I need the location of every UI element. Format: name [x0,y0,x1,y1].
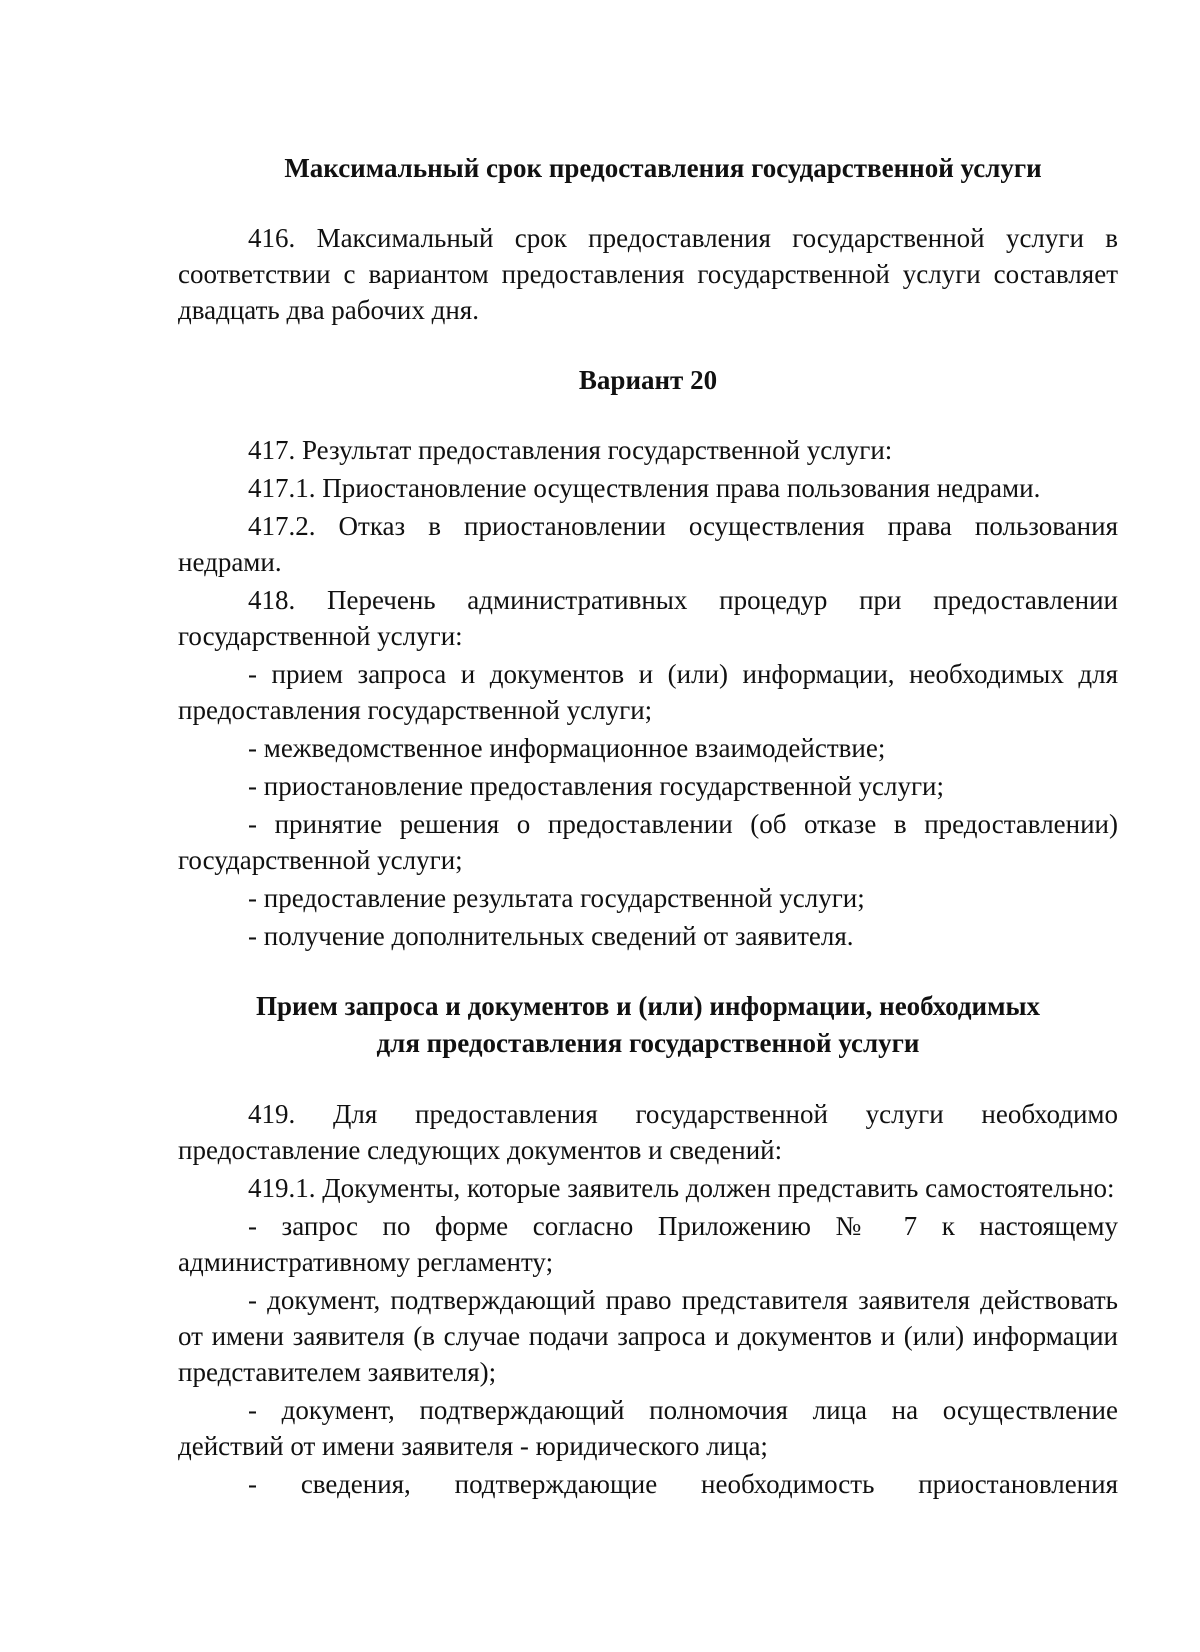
list-item-419-3: - документ, подтверждающий полномочия лица на осуществление действий от имени заявителя - юридического лица; [178,1395,1118,1461]
paragraph-417: 417. Результат предоставления государственной услуги: [248,435,893,465]
list-item-419-4: - сведения, подтверждающие необходимость приостановления [248,1469,1118,1499]
heading-section-line-1: Прием запроса и документов и (или) информации, необходимых [255,991,1041,1021]
list-item-418-1: - прием запроса и документов и (или) информации, необходимых для предоставления государственной услуги; [178,659,1118,725]
paragraph-417-1: 417.1. Приостановление осуществления права пользования недрами. [248,473,1041,503]
list-item-418-2: - межведомственное информационное взаимодействие; [248,733,886,763]
heading-variant: Вариант 20 [578,365,718,395]
list-item-418-6: - получение дополнительных сведений от заявителя. [248,921,854,951]
paragraph-418: 418. Перечень административных процедур при предоставлении государственной услуги: [178,585,1118,651]
heading-max-term: Максимальный срок предоставления государственной услуги [284,153,1042,183]
heading-section [178,988,1118,1062]
list-item-419-2: - документ, подтверждающий право представителя заявителя действовать от имени заявителя (в случае подачи запроса и документов и (или) информации представителем заявителя); [178,1285,1118,1387]
paragraph-416: 416. Максимальный срок предоставления государственной услуги в соответствии с вариантом предоставления государственной услуги составляет двадцать два рабочих дня. [178,223,1118,325]
paragraph-417-2: 417.2. Отказ в приостановлении осуществления права пользования недрами. [178,511,1118,577]
paragraph-419: 419. Для предоставления государственной услуги необходимо предоставление следующих документов и сведений: [178,1099,1118,1165]
list-item-418-5: - предоставление результата государственной услуги; [248,883,865,913]
list-item-418-3: - приостановление предоставления государственной услуги; [248,771,945,801]
list-item-419-1: - запрос по форме согласно Приложению № 7 к настоящему административному регламенту; [178,1211,1118,1277]
list-item-418-4: - принятие решения о предоставлении (об отказе в предоставлении) государственной услуги; [178,809,1118,875]
document-content [178,150,1118,1504]
paragraph-419-1: 419.1. Документы, которые заявитель должен представить самостоятельно: [248,1173,1115,1203]
heading-section-line-2: для предоставления государственной услуги [376,1028,920,1058]
